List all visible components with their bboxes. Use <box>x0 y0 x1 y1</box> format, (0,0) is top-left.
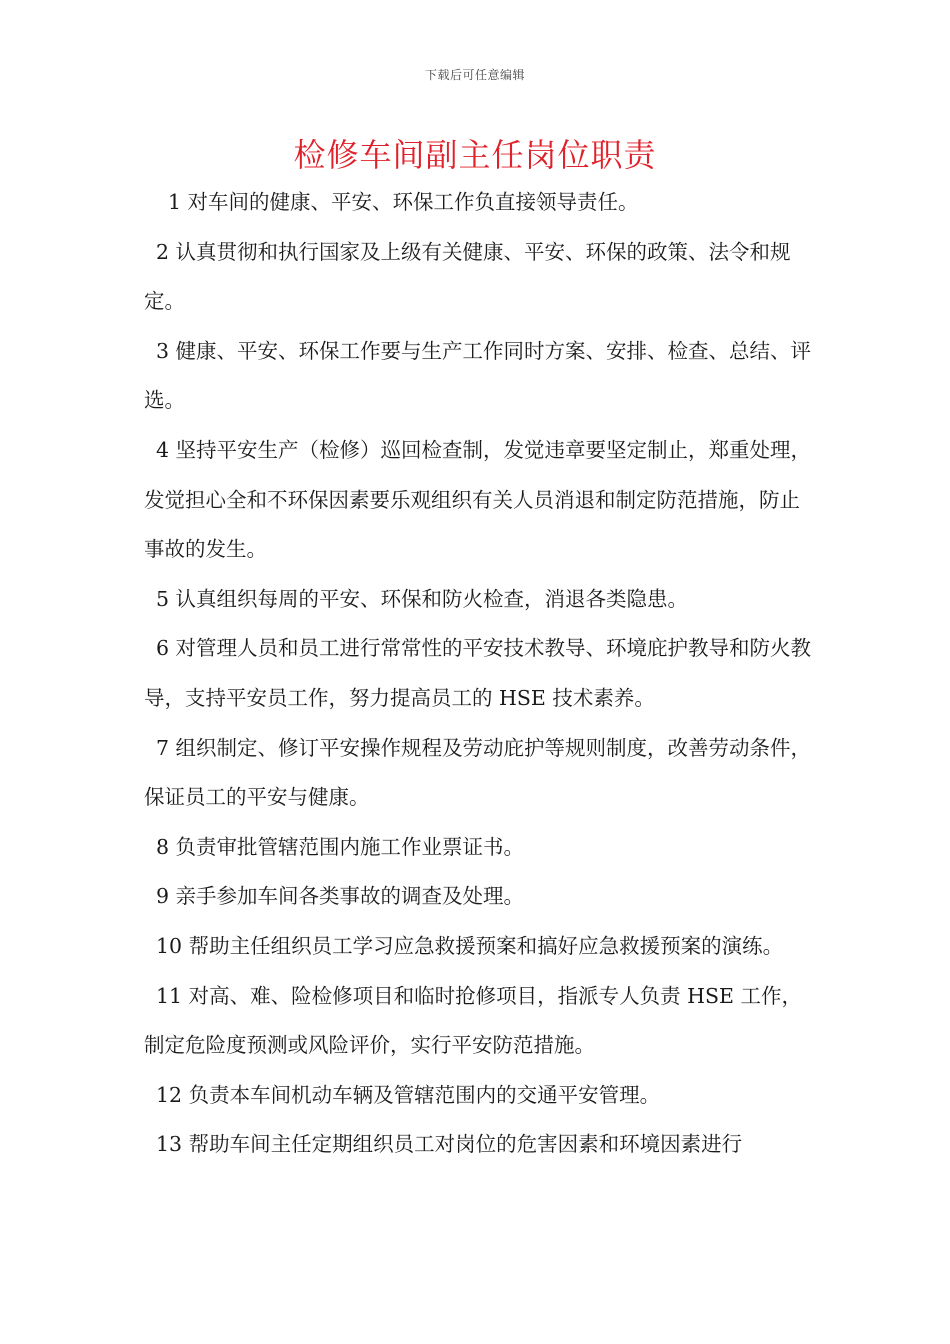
duty-item-2: 2 认真贯彻和执行国家及上级有关健康、平安、环保的政策、法令和规定。 <box>144 239 791 314</box>
document-body <box>144 178 812 1170</box>
document-title: 检修车间副主任岗位职责 <box>293 136 657 174</box>
duty-item-11: 11 对高、难、险检修项目和临时抢修项目，指派专人负责 HSE 工作，制定危险度预测或风险评价，实行平安防范措施。 <box>144 983 803 1058</box>
header-note: 下载后可任意编辑 <box>424 68 525 82</box>
duty-item-10: 10 帮助主任组织员工学习应急救援预案和搞好应急救援预案的演练。 <box>156 933 784 958</box>
duty-item-7: 7 组织制定、修订平安操作规程及劳动庇护等规则制度，改善劳动条件，保证员工的平安与健康。 <box>144 735 812 810</box>
duty-item-13: 13 帮助车间主任定期组织员工对岗位的危害因素和环境因素进行 <box>156 1132 743 1157</box>
duty-item-5: 5 认真组织每周的平安、环保和防火检查，消退各类隐患。 <box>156 586 689 611</box>
duty-item-12: 12 负责本车间机动车辆及管辖范围内的交通平安管理。 <box>156 1082 661 1107</box>
duty-item-8: 8 负责审批管辖范围内施工作业票证书。 <box>156 834 525 859</box>
duty-item-9: 9 亲手参加车间各类事故的调查及处理。 <box>156 884 525 909</box>
duty-item-3: 3 健康、平安、环保工作要与生产工作同时方案、安排、检查、总结、评选。 <box>144 338 812 413</box>
duty-item-1: 1 对车间的健康、平安、环保工作负直接领导责任。 <box>168 190 639 214</box>
duty-item-6: 6 对管理人员和员工进行常常性的平安技术教导、环境庇护教导和防火教导，支持平安员工作，努力提高员工的 HSE 技术素养。 <box>144 636 812 710</box>
duty-item-4: 4 坚持平安生产（检修）巡回检查制，发觉违章要坚定制止，郑重处理，发觉担心全和不环保因素要乐观组织有关人员消退和制定防范措施，防止事故的发生。 <box>144 437 812 562</box>
